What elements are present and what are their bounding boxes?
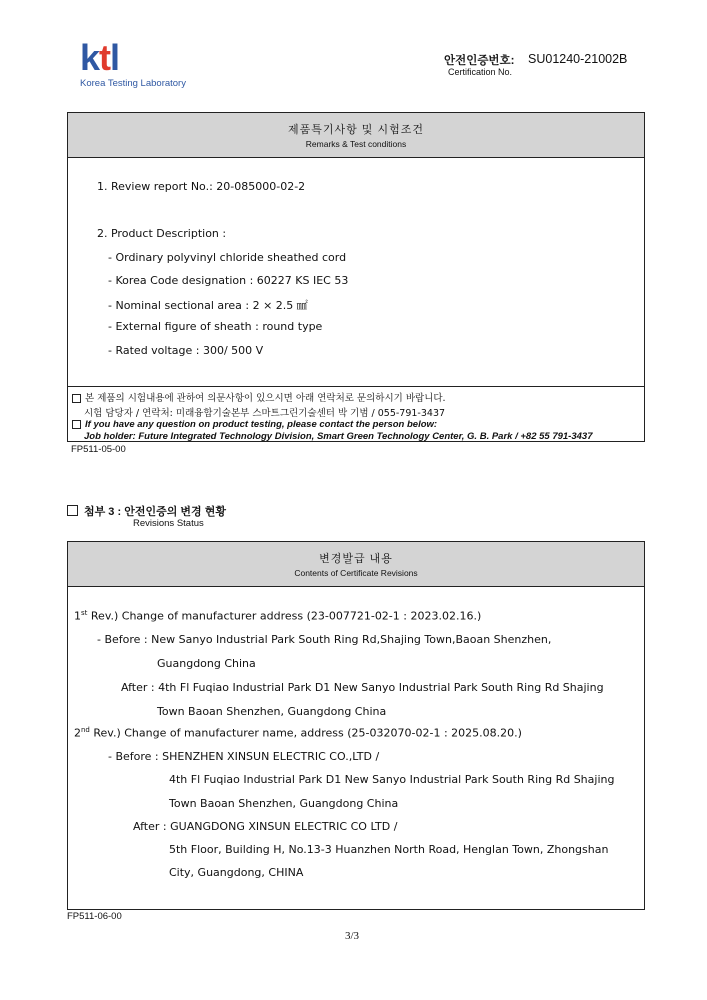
remarks-line-6: - External figure of sheath : round type (108, 320, 323, 333)
rev2-before-2: 4th Fl Fuqiao Industrial Park D1 New Sanyo Industrial Park South Ring Rd Shajing (169, 773, 615, 786)
rev2-after-1: After : GUANGDONG XINSUN ELECTRIC CO LTD / (133, 820, 398, 833)
rev1-before-1: - Before : New Sanyo Industrial Park South Ring Rd,Shajing Town,Baoan Shenzhen, (97, 633, 552, 646)
remarks-line-1: 1. Review report No.: 20-085000-02-2 (97, 180, 306, 193)
remarks-note-divider (67, 386, 645, 387)
cert-label-en: Certification No. (448, 67, 513, 77)
remarks-header (68, 113, 644, 158)
rev1-heading: 1st Rev.) Change of manufacturer address (23-007721-02-1 : 2023.02.16.) (74, 609, 482, 623)
contact-note-en-1: If you have any question on product testing, please contact the person below: (72, 419, 437, 430)
revisions-title-en: Contents of Certificate Revisions (294, 568, 418, 578)
rev2-heading: 2nd Rev.) Change of manufacturer name, address (25-032070-02-1 : 2025.08.20.) (74, 726, 522, 740)
remarks-title-en: Remarks & Test conditions (305, 139, 407, 149)
annex-label: 첨부 3 : 안전인증의 변경 현황 (67, 503, 226, 519)
remarks-title-ko: 제품특기사항 및 시험조건 (288, 124, 424, 136)
page-number: 3/3 (345, 930, 360, 942)
checkbox-square-icon (67, 505, 78, 516)
rev1-after-1: After : 4th Fl Fuqiao Industrial Park D1 New Sanyo Industrial Park South Ring Rd Shajing (121, 681, 604, 694)
rev1-after-2: Town Baoan Shenzhen, Guangdong China (157, 705, 387, 718)
logo-subtitle: Korea Testing Laboratory (80, 78, 186, 89)
revisions-form-code: FP511-06-00 (67, 911, 122, 922)
rev2-after-2: 5th Floor, Building H, No.13-3 Huanzhen North Road, Henglan Town, Zhongshan (169, 843, 609, 856)
rev2-before-3: Town Baoan Shenzhen, Guangdong China (169, 797, 399, 810)
contact-note-en-2: Job holder: Future Integrated Technology Division, Smart Green Technology Center, G. B. Park / +82 55 791-3437 (84, 431, 593, 442)
contact-note-ko-1: 본 제품의 시험내용에 관하여 의문사항이 있으시면 아래 연락처로 문의하시기 바랍니다. (72, 390, 446, 404)
revisions-title-ko: 변경발급 내용 (319, 553, 393, 565)
remarks-line-5: - Nominal sectional area : 2 × 2.5 ㎟ (108, 299, 308, 312)
rev2-before-1: - Before : SHENZHEN XINSUN ELECTRIC CO.,LTD / (108, 750, 380, 763)
cert-label-ko: 안전인증번호: (444, 55, 515, 67)
remarks-line-2: 2. Product Description : (97, 227, 227, 240)
cert-number: SU01240-21002B (528, 52, 628, 66)
ktl-logo: ktl Korea Testing Laboratory (80, 37, 186, 89)
revisions-header (68, 542, 644, 587)
contact-note-ko-2: 시험 담당자 / 연락처: 미래융합기술본부 스마트그린기술센터 박 기범 / 055-791-3437 (84, 408, 446, 419)
remarks-form-code: FP511-05-00 (71, 444, 126, 455)
remarks-line-4: - Korea Code designation : 60227 KS IEC 53 (108, 274, 349, 287)
rev2-after-3: City, Guangdong, CHINA (169, 866, 304, 879)
rev1-before-2: Guangdong China (157, 657, 256, 670)
annex-label-en: Revisions Status (133, 518, 204, 529)
remarks-line-3: - Ordinary polyvinyl chloride sheathed cord (108, 251, 347, 264)
remarks-line-7: - Rated voltage : 300/ 500 V (108, 344, 264, 357)
